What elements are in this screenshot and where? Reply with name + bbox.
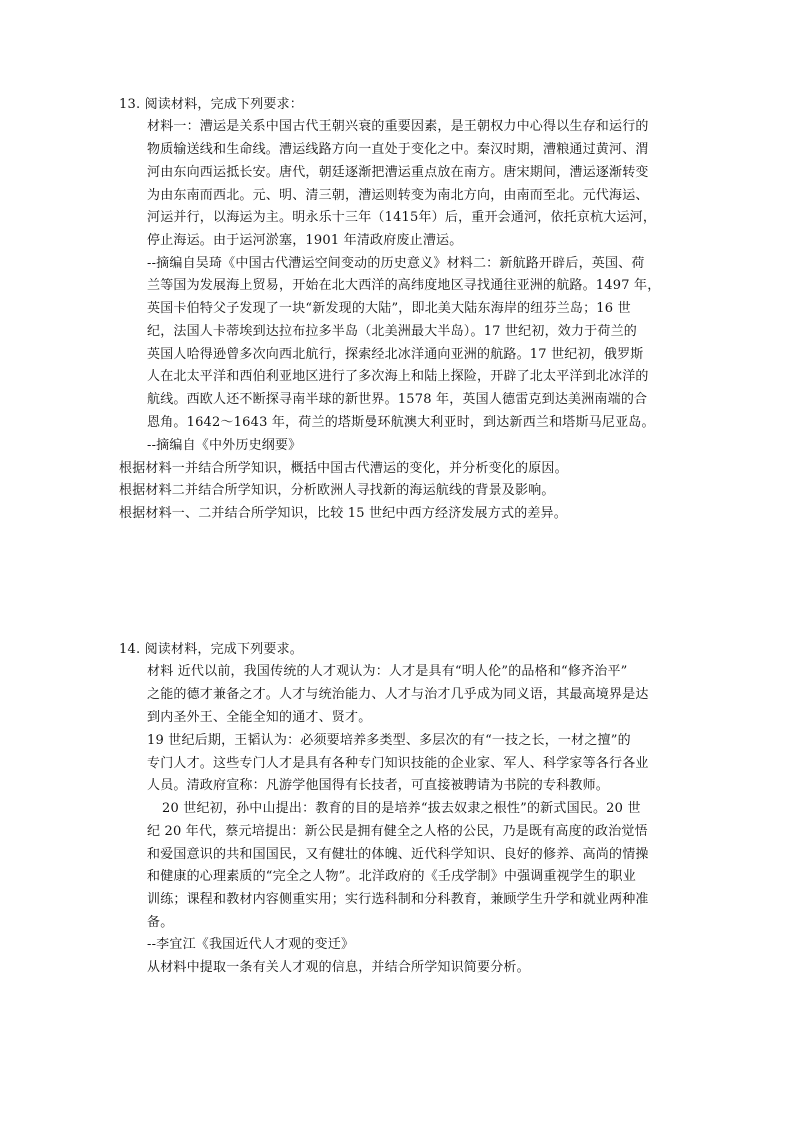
material-line: 河运并行，以海运为主。明永乐十三年（1415年）后，重开会通河，依托京杭大运河，: [147, 210, 657, 225]
material-line: 19 世纪后期，王韬认为：必须要培养多类型、多层次的有“一技之长，一材之擅”的: [147, 733, 631, 748]
requirement: 从材料中提取一条有关人才观的信息，并结合所学知识简要分析。: [147, 960, 530, 975]
material-line: 人在北太平洋和西伯利亚地区进行了多次海上和陆上探险，开辟了北太平洋到北冰洋的: [147, 369, 649, 384]
material-line: 纪 20 年代，蔡元培提出：新公民是拥有健全之人格的公民，乃是既有高度的政治觉悟: [147, 824, 648, 839]
material-line: 20 世纪初，孙中山提出：教育的目的是培养“拔去奴隶之根性”的新式国民。20 世: [162, 801, 641, 816]
material-line: 人员。清政府宣称：凡游学他国得有长技者，可直接被聘请为书院的专科教师。: [147, 778, 610, 793]
material-line: 纪，法国人卡蒂埃到达拉布拉多半岛（北美洲最大半岛）。17 世纪初，效力于荷兰的: [147, 324, 637, 339]
material-line: 河由东向西运抵长安。唐代，朝廷逐渐把漕运重点放在南方。唐宋期间，漕运逐渐转变: [147, 165, 649, 180]
material-line: 兰等国为发展海上贸易，开始在北大西洋的高纬度地区寻找通往亚洲的航路。1497 年，: [147, 278, 661, 293]
requirement-2: 根据材料二并结合所学知识，分析欧洲人寻找新的海运航线的背景及影响。: [119, 483, 555, 498]
requirement-3: 根据材料一、二并结合所学知识，比较 15 世纪中西方经济发展方式的差异。: [119, 506, 568, 521]
material-line: 专门人才。这些专门人才是具有各种专门知识技能的企业家、军人、科学家等各行各业: [147, 756, 649, 771]
source-citation: --摘编自《中外历史纲要》: [147, 438, 302, 453]
material-line: 恩角。1642～1643 年，荷兰的塔斯曼环航澳大利亚时，到达新西兰和塔斯马尼亚岛。: [147, 415, 655, 430]
material-line: 英国卡伯特父子发现了一块“新发现的大陆”，即北美大陆东海岸的纽芬兰岛；16 世: [147, 301, 631, 316]
material-line: 英国人哈得逊曾多次向西北航行，探索经北冰洋通向亚洲的航路。17 世纪初，俄罗斯: [147, 347, 644, 362]
question-13-title: 13. 阅读材料，完成下列要求：: [119, 97, 304, 112]
material-line: 训练；课程和教材内容侧重实用；实行选科制和分科教育，兼顾学生升学和就业两种准: [147, 892, 649, 907]
material-line: 停止海运。由于运河淤塞，1901 年清政府废止漕运。: [147, 233, 463, 248]
material-line: 之能的德才兼备之才。人才与统治能力、人才与治才几乎成为同义语，其最高境界是达: [147, 687, 649, 702]
requirement-1: 根据材料一并结合所学知识，概括中国古代漕运的变化，并分析变化的原因。: [119, 461, 568, 476]
material-line: 物质输送线和生命线。漕运线路方向一直处于变化之中。秦汉时期，漕粮通过黄河、渭: [147, 142, 649, 157]
material-line: --摘编自吴琦《中国古代漕运空间变动的历史意义》材料二：新航路开辟后，英国、荷: [147, 256, 645, 271]
material-line: 备。: [147, 915, 174, 930]
material-line: 航线。西欧人还不断探寻南半球的新世界。1578 年，英国人德雷克到达美洲南端的合: [147, 392, 648, 407]
material-line: 和爱国意识的共和国国民，又有健壮的体魄、近代科学知识、良好的修养、高尚的情操: [147, 847, 649, 862]
question-14-title: 14. 阅读材料，完成下列要求。: [119, 642, 304, 657]
material-line: 和健康的心理素质的“完全之人物”。北洋政府的《壬戌学制》中强调重视学生的职业: [147, 869, 636, 884]
material-line: 材料一：漕运是关系中国古代王朝兴衰的重要因素，是王朝权力中心得以生存和运行的: [147, 119, 649, 134]
material-line: 材料 近代以前，我国传统的人才观认为：人才是具有“明人伦”的品格和“修齐治平”: [147, 664, 628, 679]
material-line: 为由东南而西北。元、明、清三朝，漕运则转变为南北方向，由南而至北。元代海运、: [147, 188, 649, 203]
material-line: 到内圣外王、全能全知的通才、贤才。: [147, 710, 372, 725]
source-citation: --李宜江《我国近代人才观的变迁》: [147, 937, 355, 952]
